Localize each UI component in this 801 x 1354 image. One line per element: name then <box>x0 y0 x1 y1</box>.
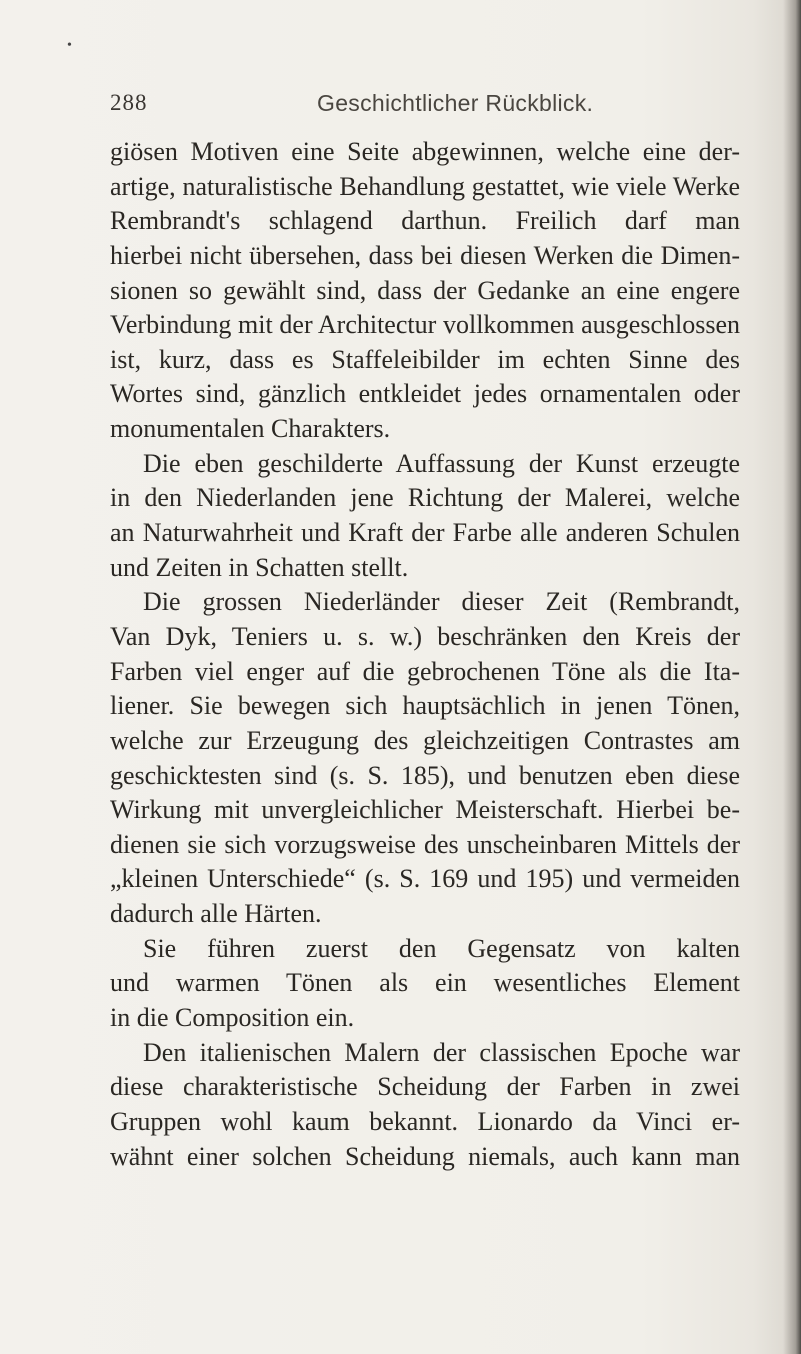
text-line: Wortes sind, gänzlich entkleidet jedes ornamentalen oder <box>110 379 740 409</box>
text-line: Wirkung mit unvergleichlicher Meisterschaft. Hierbei be- <box>110 795 740 825</box>
text-line: in die Composition ein. <box>110 1003 355 1033</box>
text-line: diese charakteristische Scheidung der Farben in zwei <box>110 1072 740 1102</box>
text-line: in den Niederlanden jene Richtung der Malerei, welche <box>110 483 740 513</box>
text-line: hierbei nicht übersehen, dass bei diesen Werken die Dimen- <box>110 240 740 270</box>
running-head <box>110 90 760 126</box>
text-line: und Zeiten in Schatten stellt. <box>110 552 409 582</box>
text-line: ist, kurz, dass es Staffeleibilder im echten Sinne des <box>110 344 740 374</box>
body-text <box>110 135 740 1174</box>
text-line: Verbindung mit der Architectur vollkommen ausgeschlossen <box>110 310 740 340</box>
text-line: liener. Sie bewegen sich hauptsächlich in jenen Tönen, <box>110 691 740 721</box>
text-line: „kleinen Unterschiede“ (s. S. 169 und 195) und vermeiden <box>110 864 740 894</box>
text-line: monumentalen Charakters. <box>110 414 391 444</box>
text-line: Sie führen zuerst den Gegensatz von kalten <box>143 933 740 963</box>
text-line: sionen so gewählt sind, dass der Gedanke an eine engere <box>110 275 740 305</box>
text-line: Rembrandt's schlagend darthun. Freilich darf man <box>110 206 740 236</box>
text-line: Die eben geschilderte Auffassung der Kunst erzeugte <box>143 448 740 478</box>
ink-speck: • <box>67 38 72 53</box>
text-line: Van Dyk, Teniers u. s. w.) beschränken den Kreis der <box>110 621 740 651</box>
text-line: dadurch alle Härten. <box>110 899 322 929</box>
page-edge-shadow <box>783 0 801 1354</box>
text-line: und warmen Tönen als ein wesentliches Element <box>110 968 740 998</box>
text-line: artige, naturalistische Behandlung gestattet, wie viele Werke <box>110 171 740 201</box>
text-line: wähnt einer solchen Scheidung niemals, auch kann man <box>110 1141 740 1171</box>
text-line: Den italienischen Malern der classischen Epoche war <box>143 1037 740 1067</box>
running-title: Geschichtlicher Rückblick. <box>317 90 594 116</box>
text-line: an Naturwahrheit und Kraft der Farbe alle anderen Schulen <box>110 518 740 548</box>
text-line: Gruppen wohl kaum bekannt. Lionardo da Vinci er- <box>110 1106 740 1136</box>
text-line: giösen Motiven eine Seite abgewinnen, welche eine der- <box>110 137 740 166</box>
text-line: Farben viel enger auf die gebrochenen Töne als die Ita- <box>110 656 740 686</box>
text-line: Die grossen Niederländer dieser Zeit (Rembrandt, <box>143 587 740 617</box>
text-line: geschicktesten sind (s. S. 185), und benutzen eben diese <box>110 760 740 790</box>
page-number: 288 <box>110 90 148 115</box>
text-line: welche zur Erzeugung des gleichzeitigen Contrastes am <box>110 725 740 755</box>
text-line: dienen sie sich vorzugsweise des unscheinbaren Mittels der <box>110 829 740 859</box>
